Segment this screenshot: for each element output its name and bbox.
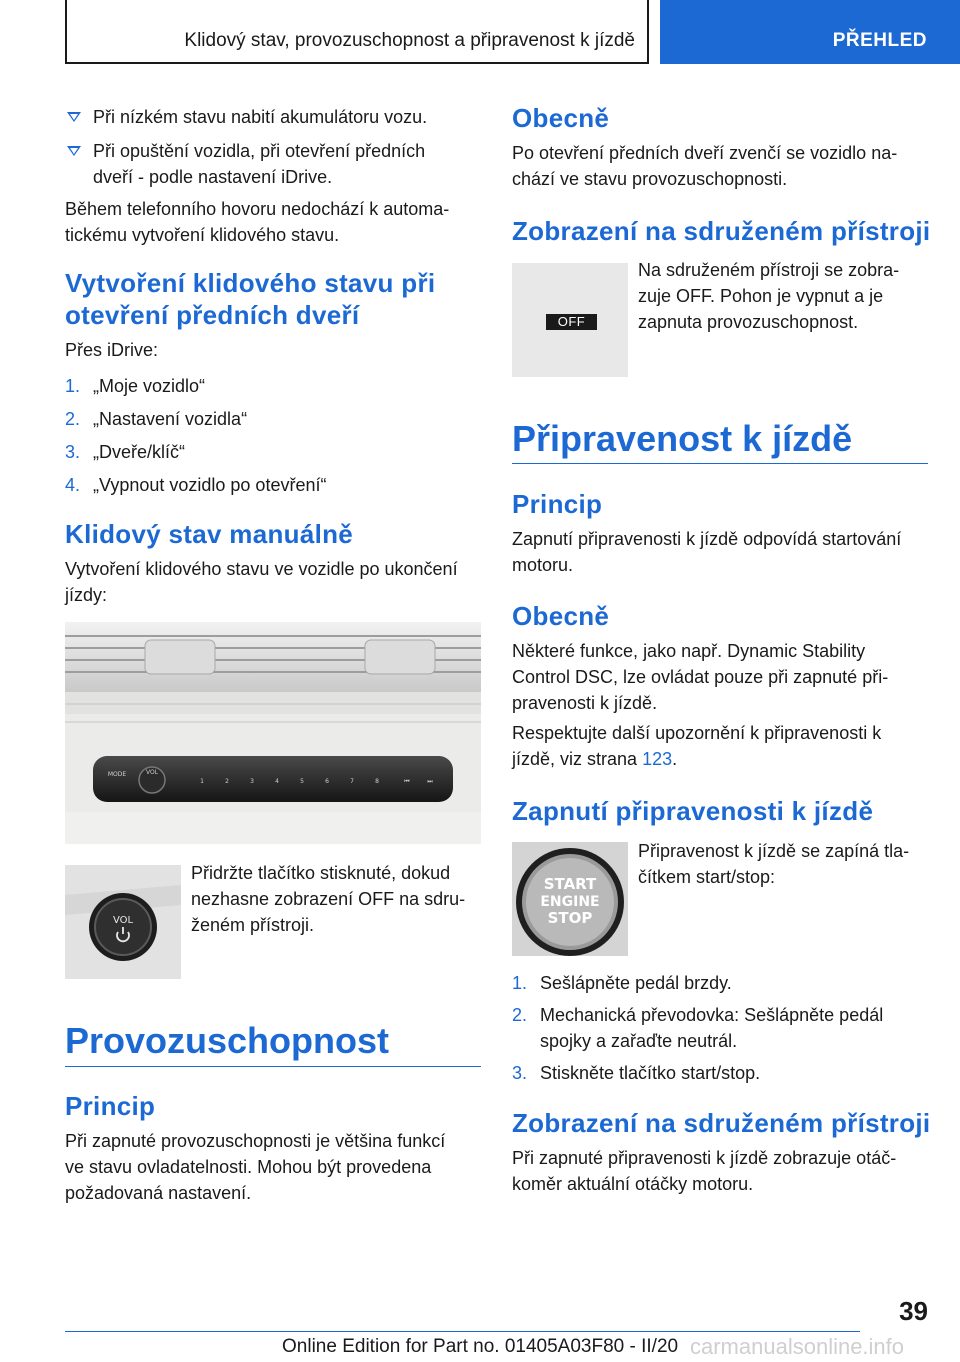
step-text: „Moje vozidlo“ xyxy=(93,376,206,396)
step-text: „Nastavení vozidla“ xyxy=(93,409,248,429)
chapter-rule xyxy=(65,1066,481,1067)
vol-knob-illustration xyxy=(65,865,181,979)
header-section-tab[interactable] xyxy=(660,0,960,64)
preset-button-label: 6 xyxy=(325,778,329,785)
step-text: Sešlápněte pedál brzdy. xyxy=(540,973,732,993)
header-section-label: PŘEHLED xyxy=(832,30,927,51)
caption-line: čítkem start/stop: xyxy=(638,867,776,887)
preset-button-label: 2 xyxy=(225,778,229,785)
chapter-heading: Provozuschopnost xyxy=(65,1020,390,1061)
skip-back-button-label: ⏮ xyxy=(404,778,410,785)
section-heading: Zapnutí připravenosti k jízdě xyxy=(512,796,874,826)
watermark: carmanualsonline.info xyxy=(690,1334,905,1359)
start-stop-illustration xyxy=(512,842,628,956)
preset-button-label: 4 xyxy=(275,778,279,785)
step-text: spojky a zařaďte neutrál. xyxy=(540,1031,738,1051)
console-panel-image xyxy=(65,622,481,844)
paragraph-line xyxy=(512,746,677,772)
step-number: 3. xyxy=(512,1063,528,1083)
header-title-box xyxy=(65,0,649,64)
bullet-text: Při opuštění vozidla, při otevření předních xyxy=(93,141,426,161)
section-heading: Princip xyxy=(512,489,603,519)
paragraph-text: jízdě, viz strana xyxy=(512,749,643,769)
preset-button-label: 8 xyxy=(375,778,379,785)
console-panel-illustration xyxy=(65,622,481,844)
caption-line: Připravenost k jízdě se zapíná tla- xyxy=(638,841,910,861)
preset-button-label: 1 xyxy=(200,778,204,785)
paragraph-line: Při zapnuté provozuschopnosti je většina funkcí xyxy=(65,1131,446,1151)
cluster-off-image xyxy=(512,263,628,377)
footer-rule xyxy=(65,1331,860,1332)
vol-label: VOL xyxy=(112,915,134,926)
paragraph-line: Během telefonního hovoru nedochází k automa- xyxy=(65,199,450,219)
preset-button-label: 5 xyxy=(300,778,304,785)
bullet-arrow-icon xyxy=(67,146,81,156)
bullet-text: Při nízkém stavu nabití akumulátoru vozu. xyxy=(93,107,428,127)
skip-forward-button-label: ⏭ xyxy=(427,778,433,785)
section-heading: Vytvoření klidového stavu při xyxy=(65,268,436,298)
step-text: „Dveře/klíč“ xyxy=(93,442,186,462)
start-stop-button-image xyxy=(512,842,628,956)
section-heading: Zobrazení na sdruženém přístroji xyxy=(512,1108,931,1138)
engine-label: ENGINE xyxy=(540,894,600,910)
caption-line: Na sdruženém přístroji se zobra- xyxy=(638,260,900,280)
footer-edition: Online Edition for Part no. 01405A03F80 - II/20 xyxy=(282,1336,679,1357)
step-number: 2. xyxy=(512,1005,528,1025)
caption-line: zuje OFF. Pohon je vypnut a je xyxy=(638,286,884,306)
paragraph-line: tickému vytvoření klidového stavu. xyxy=(65,225,340,245)
paragraph-line: Zapnutí připravenosti k jízdě odpovídá startování xyxy=(512,529,902,549)
vol-knob-label: VOL xyxy=(145,769,159,776)
paragraph-line: požadovaná nastavení. xyxy=(65,1183,252,1203)
caption-line: ženém přístroji. xyxy=(191,915,315,935)
paragraph-line: chází ve stavu provozuschopnosti. xyxy=(512,169,788,189)
mode-button-label: MODE xyxy=(107,771,127,778)
step-text: Stiskněte tlačítko start/stop. xyxy=(540,1063,761,1083)
bullet-arrow-icon xyxy=(67,112,81,122)
chapter-rule xyxy=(512,463,928,464)
caption-line: zapnuta provozuschopnost. xyxy=(638,312,859,332)
paragraph-line: Po otevření předních dveří zvenčí se vozidlo na- xyxy=(512,143,898,163)
preset-button-label: 7 xyxy=(350,778,354,785)
paragraph-line: pravenosti k jízdě. xyxy=(512,693,658,713)
section-heading: Zobrazení na sdruženém přístroji xyxy=(512,216,931,246)
off-indicator: OFF xyxy=(546,314,597,330)
caption-line: nezhasne zobrazení OFF na sdru- xyxy=(191,889,466,909)
page-number: 39 xyxy=(899,1296,928,1326)
step-text: „Vypnout vozidlo po otevření“ xyxy=(93,475,327,495)
paragraph-line: Některé funkce, jako např. Dynamic Stability xyxy=(512,641,866,661)
section-heading: Klidový stav manuálně xyxy=(65,519,354,549)
paragraph-line: Control DSC, lze ovládat pouze při zapnuté při- xyxy=(512,667,889,687)
paragraph-line: motoru. xyxy=(512,555,574,575)
stop-label: STOP xyxy=(547,909,593,927)
step-text: Mechanická převodovka: Sešlápněte pedál xyxy=(540,1005,884,1025)
chapter-heading: Připravenost k jízdě xyxy=(512,418,853,459)
section-heading: Princip xyxy=(65,1091,156,1121)
paragraph-line: ve stavu ovladatelnosti. Mohou být provedena xyxy=(65,1157,432,1177)
section-heading: Obecně xyxy=(512,103,610,133)
paragraph-text: . xyxy=(672,749,678,769)
vol-knob-image xyxy=(65,865,181,979)
step-number: 1. xyxy=(65,376,81,396)
section-heading: Obecně xyxy=(512,601,610,631)
bullet-text: dveří - podle nastavení iDrive. xyxy=(93,167,333,187)
step-number: 4. xyxy=(65,475,81,495)
paragraph-line: Přes iDrive: xyxy=(65,340,159,360)
paragraph-line: Respektujte další upozornění k připravenosti k xyxy=(512,723,882,743)
page-reference-link[interactable]: 123 xyxy=(642,749,673,769)
paragraph-line: jízdy: xyxy=(65,585,108,605)
step-number: 1. xyxy=(512,973,528,993)
step-number: 2. xyxy=(65,409,81,429)
caption-line: Přidržte tlačítko stisknuté, dokud xyxy=(191,863,451,883)
paragraph-line: koměr aktuální otáčky motoru. xyxy=(512,1174,754,1194)
step-number: 3. xyxy=(65,442,81,462)
section-heading: otevření předních dveří xyxy=(65,300,360,330)
header-title: Klidový stav, provozuschopnost a připravenost k jízdě xyxy=(184,30,635,51)
start-label: START xyxy=(543,875,597,893)
paragraph-line: Při zapnuté připravenosti k jízdě zobrazuje otáč- xyxy=(512,1148,897,1168)
preset-button-label: 3 xyxy=(250,778,254,785)
paragraph-line: Vytvoření klidového stavu ve vozidle po ukončení xyxy=(65,559,458,579)
